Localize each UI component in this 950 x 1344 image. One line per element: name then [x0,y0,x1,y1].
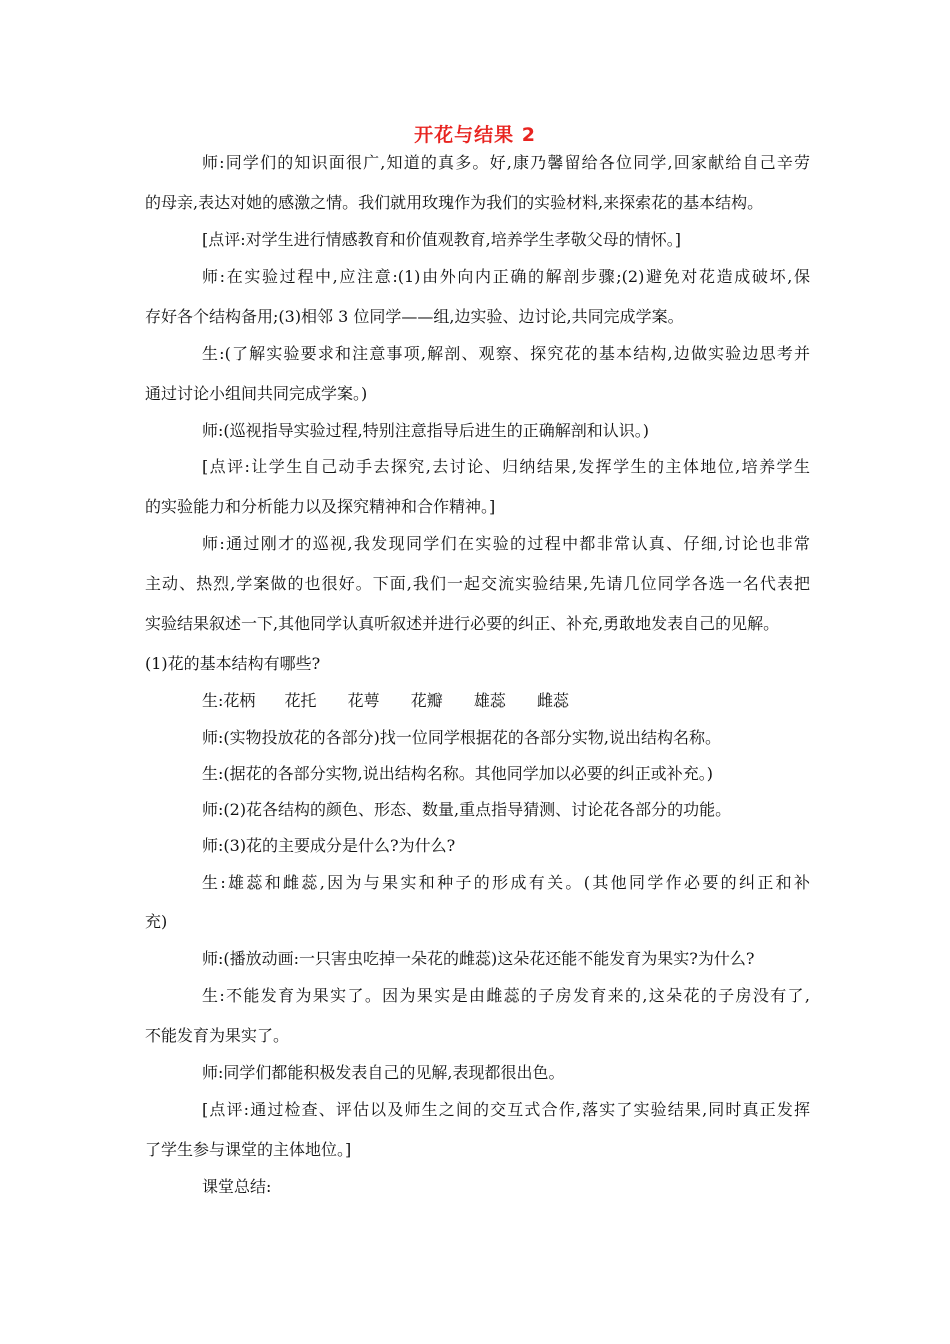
document-title: 开花与结果 2 [414,124,536,146]
comment-line: [点评:让学生自己动手去探究,去讨论、归纳结果,发挥学生的主体地位,培养学生 [202,457,810,476]
comment-line: 了学生参与课堂的主体地位。] [145,1140,352,1159]
text-line: 通过讨论小组间共同完成学案。) [145,384,368,403]
text-line: 充) [145,912,168,931]
text-line: 师:通过刚才的巡视,我发现同学们在实验的过程中都非常认真、仔细,讨论也非常 [202,534,810,553]
flower-parts-line [202,691,569,711]
text-line: 生:雄蕊和雌蕊,因为与果实和种子的形成有关。(其他同学作必要的纠正和补 [202,873,810,892]
flower-part: 花萼 [347,691,380,710]
text-line: 师:(巡视指导实验过程,特别注意指导后进生的正确解剖和认识。) [202,421,649,440]
text-line: 师:(实物投放花的各部分)找一位同学根据花的各部分实物,说出结构名称。 [202,728,721,747]
answer-label: 生:花柄 [202,691,256,710]
question-line: (1)花的基本结构有哪些? [145,654,321,673]
text-line: 师:同学们的知识面很广,知道的真多。好,康乃馨留给各位同学,回家献给自己辛劳 [202,153,810,172]
text-line: 不能发育为果实了。 [145,1026,290,1045]
text-line: 的母亲,表达对她的感激之情。我们就用玫瑰作为我们的实验材料,来探索花的基本结构。 [145,193,764,212]
text-line: 生:不能发育为果实了。因为果实是由雌蕊的子房发育来的,这朵花的子房没有了, [202,986,810,1005]
question-line: 师:(3)花的主要成分是什么?为什么? [202,836,456,855]
text-line: 师:同学们都能积极发表自己的见解,表现都很出色。 [202,1063,565,1082]
flower-part: 雌蕊 [536,691,569,710]
comment-line: [点评:通过检查、评估以及师生之间的交互式合作,落实了实验结果,同时真正发挥 [202,1100,810,1119]
text-line: 师:(2)花各结构的颜色、形态、数量,重点指导猜测、讨论花各部分的功能。 [202,800,732,819]
comment-line: 的实验能力和分析能力以及探究精神和合作精神。] [145,497,496,516]
flower-part: 雄蕊 [473,691,506,710]
text-line: 存好各个结构备用;(3)相邻 3 位同学——组,边实验、边讨论,共同完成学案。 [145,307,684,326]
text-line: 主动、热烈,学案做的也很好。下面,我们一起交流实验结果,先请几位同学各选一名代表把 [145,574,810,593]
text-line: 实验结果叙述一下,其他同学认真听叙述并进行必要的纠正、补充,勇敢地发表自己的见解。 [145,614,780,633]
comment-line: [点评:对学生进行情感教育和价值观教育,培养学生孝敬父母的情怀。] [202,230,681,249]
text-line: 师:(播放动画:一只害虫吃掉一朵花的雌蕊)这朵花还能不能发育为果实?为什么? [202,949,755,968]
text-line: 师:在实验过程中,应注意:(1)由外向内正确的解剖步骤;(2)避免对花造成破坏,保 [202,267,810,286]
section-heading: 课堂总结: [202,1177,272,1196]
text-line: 生:(了解实验要求和注意事项,解剖、观察、探究花的基本结构,边做实验边思考并 [202,344,810,363]
text-line: 生:(据花的各部分实物,说出结构名称。其他同学加以必要的纠正或补充。) [202,764,713,783]
flower-part: 花瓣 [410,691,443,710]
flower-part: 花托 [284,691,317,710]
